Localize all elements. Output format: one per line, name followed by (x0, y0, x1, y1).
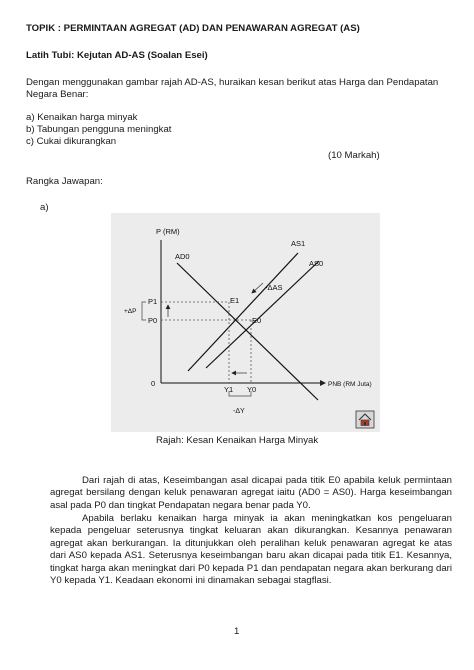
plus-delta-p-label: +ΔP (124, 308, 137, 315)
e1-label: E1 (230, 296, 240, 305)
delta-as-label: -ΔAS (265, 283, 283, 292)
home-icon[interactable] (356, 411, 374, 428)
origin-label: 0 (151, 379, 156, 388)
page-number: 1 (234, 626, 240, 637)
body-paragraph-2: Apabila berlaku kenaikan harga minyak ia akan meningkatkan kos pengeluaran kepada pengeluar seterusnya tingkat keluaran akan dikurangkan. Kesannya penawaran agregat akan berkurangan. Ia ditunjukkan oleh peralihan keluk penawaran agregat ke atas dari AS0 kepada AS1. Seterusnya keseimbangan baru akan dicapai pada titik E1. Kesannya, tingkat harga akan meningkat dari P0 kepada P1 dan pendapatan negara akan berkurang dari Y0 kepada Y1. Keadaan ekonomi ini dinamakan sebagai stagflasi. (50, 513, 452, 587)
as1-curve (188, 253, 298, 371)
y-axis-label: P (RM) (156, 227, 180, 236)
delta-y-label: -ΔY (233, 408, 245, 415)
question-item-c: c) Cukai dikurangkan (26, 136, 117, 147)
ad-as-figure (111, 213, 380, 432)
ad0-label: AD0 (175, 252, 190, 261)
body-paragraph-1: Dari rajah di atas, Keseimbangan asal dicapai pada titik E0 apabila keluk permintaan agregat bersilang dengan keluk penawaran agregat iaitu (AD0 = AS0). Harga keseimbangan asal pada P0 dan tingkat Pendapatan negara benar pada Y0. (50, 475, 452, 511)
question-line-1: Dengan menggunakan gambar rajah AD-AS, huraikan kesan berikut atas Harga dan Pendapatan (26, 77, 439, 88)
page-subtitle: Latih Tubi: Kejutan AD-AS (Soalan Esei) (26, 50, 208, 61)
figure-caption: Rajah: Kesan Kenaikan Harga Minyak (156, 435, 319, 446)
as1-label: AS1 (291, 239, 306, 248)
y0-label: Y0 (247, 385, 257, 394)
p1-label: P1 (148, 297, 158, 306)
as0-label: AS0 (309, 259, 324, 268)
question-marks: (10 Markah) (328, 150, 380, 161)
y1-label: Y1 (224, 385, 234, 394)
e0-label: E0 (252, 316, 262, 325)
answer-heading: Rangka Jawapan: (26, 176, 103, 187)
x-axis-label: PNB (RM Juta) (328, 381, 372, 388)
ad0-curve (177, 263, 318, 400)
question-item-b: b) Tabungan pengguna meningkat (26, 124, 172, 135)
question-item-a: a) Kenaikan harga minyak (26, 112, 138, 123)
delta-p-bracket (142, 302, 146, 320)
answer-part-label: a) (40, 202, 49, 213)
as0-curve (206, 261, 319, 368)
p0-label: P0 (148, 316, 158, 325)
ad-as-diagram (111, 213, 380, 432)
page-topic: TOPIK : PERMINTAAN AGREGAT (AD) DAN PENAWARAN AGREGAT (AS) (26, 23, 360, 34)
question-line-2: Negara Benar: (26, 89, 89, 100)
